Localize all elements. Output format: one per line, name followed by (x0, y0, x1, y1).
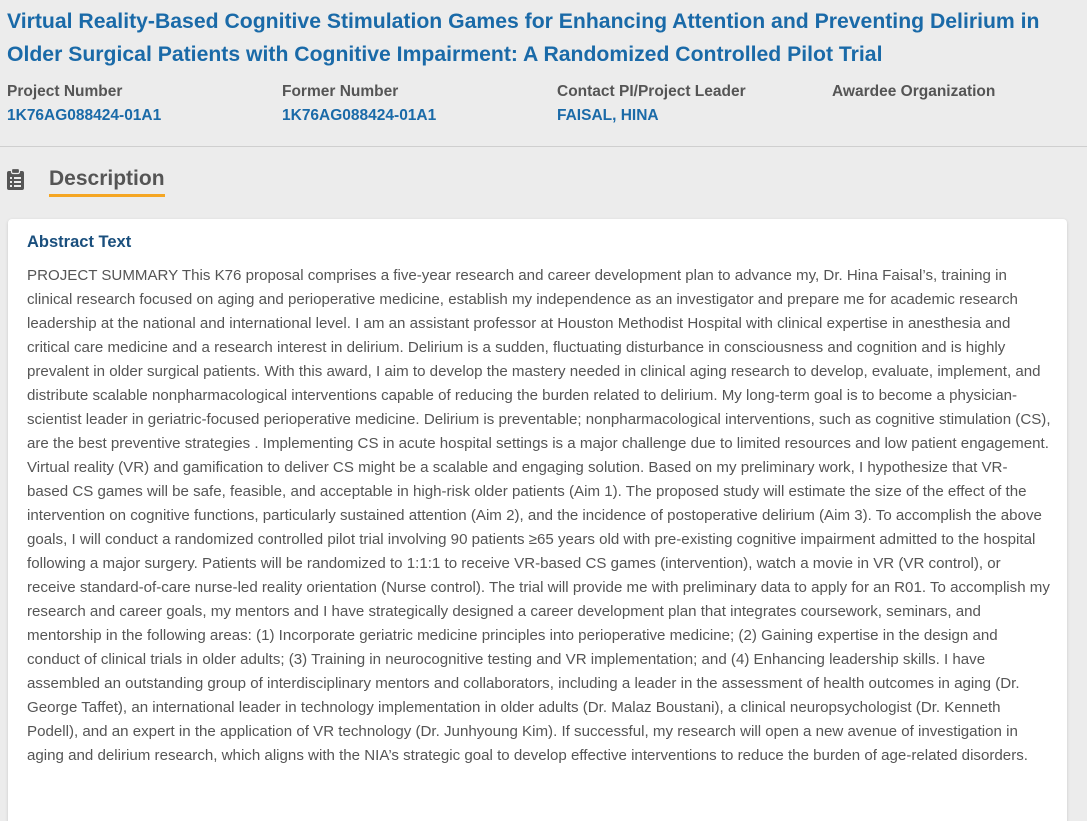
header-divider (0, 146, 1087, 147)
awardee-organization-label: Awardee Organization (832, 83, 996, 100)
former-number-label: Former Number (282, 83, 399, 100)
clipboard-icon (7, 168, 24, 190)
abstract-text: PROJECT SUMMARY This K76 proposal comprises a five-year research and career development plan to advance my, Dr. Hina Faisal’s, training in clinical research focused on aging and perioperative medicine, establish my independence as an investigator and prepare me for academic research leadership at the national and international level. I am an assistant professor at Houston Methodist Hospital with clinical expertise in anesthesia and critical care medicine and a research interest in delirium. Delirium is a sudden, fluctuating disturbance in consciousness and cognition and is highly prevalent in older surgical patients. With this award, I aim to develop the mastery needed in clinical aging research to develop, evaluate, implement, and distribute scalable nonpharmacological interventions capable of reducing the burden related to delirium. My long-term goal is to become a physician-scientist leader in geriatric-focused perioperative medicine. Delirium is preventable; nonpharmacological interventions, such as cognitive stimulation (CS), are the best preventive strategies . Implementing CS in acute hospital settings is a major challenge due to limited resources and low patient engagement. Virtual reality (VR) and gamification to deliver CS might be a scalable and engaging solution. Based on my preliminary work, I hypothesize that VR- based CS games will be safe, feasible, and acceptable in high-risk older patients (Aim 1). The proposed study will estimate the size of the effect of the intervention on cognitive functions, particularly sustained attention (Aim 2), and the incidence of postoperative delirium (Aim 3). To accomplish the above goals, I will conduct a randomized controlled pilot trial involving 90 patients ≥65 years old with pre-existing cognitive impairment admitted to the hospital following a major surgery. Patients will be randomized to 1:1:1 to receive VR-based CS games (intervention), watch a movie in VR (VR control), or receive standard-of-care nurse-led reality orientation (Nurse control). The trial will provide me with preliminary data to apply for an R01. To accomplish my research and career goals, my mentors and I have strategically designed a career development plan that integrates coursework, seminars, and mentorship in the following areas: (1) Incorporate geriatric medicine principles into perioperative medicine; (2) Gaining expertise in the design and conduct of clinical trials in older adults; (3) Training in neurocognitive testing and VR implementation; and (4) Enhancing leadership skills. I have assembled an outstanding group of interdisciplinary mentors and collaborators, including a leader in the assessment of health outcomes in aging (Dr. George Taffet), an international leader in technology implementation in older adults (Dr. Malaz Boustani), a clinical neuropsychologist (Dr. Kenneth Podell), and an expert in the application of VR technology (Dr. Junhyoung Kim). If successful, my research will open a new avenue of investigation in aging and delirium research, which aligns with the NIA’s strategic goal to develop effective interventions to reduce the burden of age-related disorders. (27, 267, 1051, 764)
project-number-field (7, 82, 161, 126)
project-number-label: Project Number (7, 83, 123, 100)
description-tab[interactable]: Description (49, 166, 165, 197)
awardee-organization-field (832, 82, 995, 106)
former-number-value[interactable]: 1K76AG088424-01A1 (282, 107, 437, 124)
abstract-heading: Abstract Text (27, 233, 132, 251)
project-number-value[interactable]: 1K76AG088424-01A1 (7, 107, 162, 124)
description-section-header (0, 162, 400, 202)
abstract-card (8, 219, 1067, 821)
contact-pi-value[interactable]: FAISAL, HINA (557, 107, 659, 124)
contact-pi-field (557, 82, 746, 126)
former-number-field (282, 82, 436, 126)
project-meta (7, 82, 1087, 132)
project-title: Virtual Reality-Based Cognitive Stimulation Games for Enhancing Attention and Preventing Delirium in Older Surgical Patients with Cognitive Impairment: A Randomized Controlled Pilot Trial (7, 10, 1040, 66)
contact-pi-label: Contact PI/Project Leader (557, 83, 746, 100)
